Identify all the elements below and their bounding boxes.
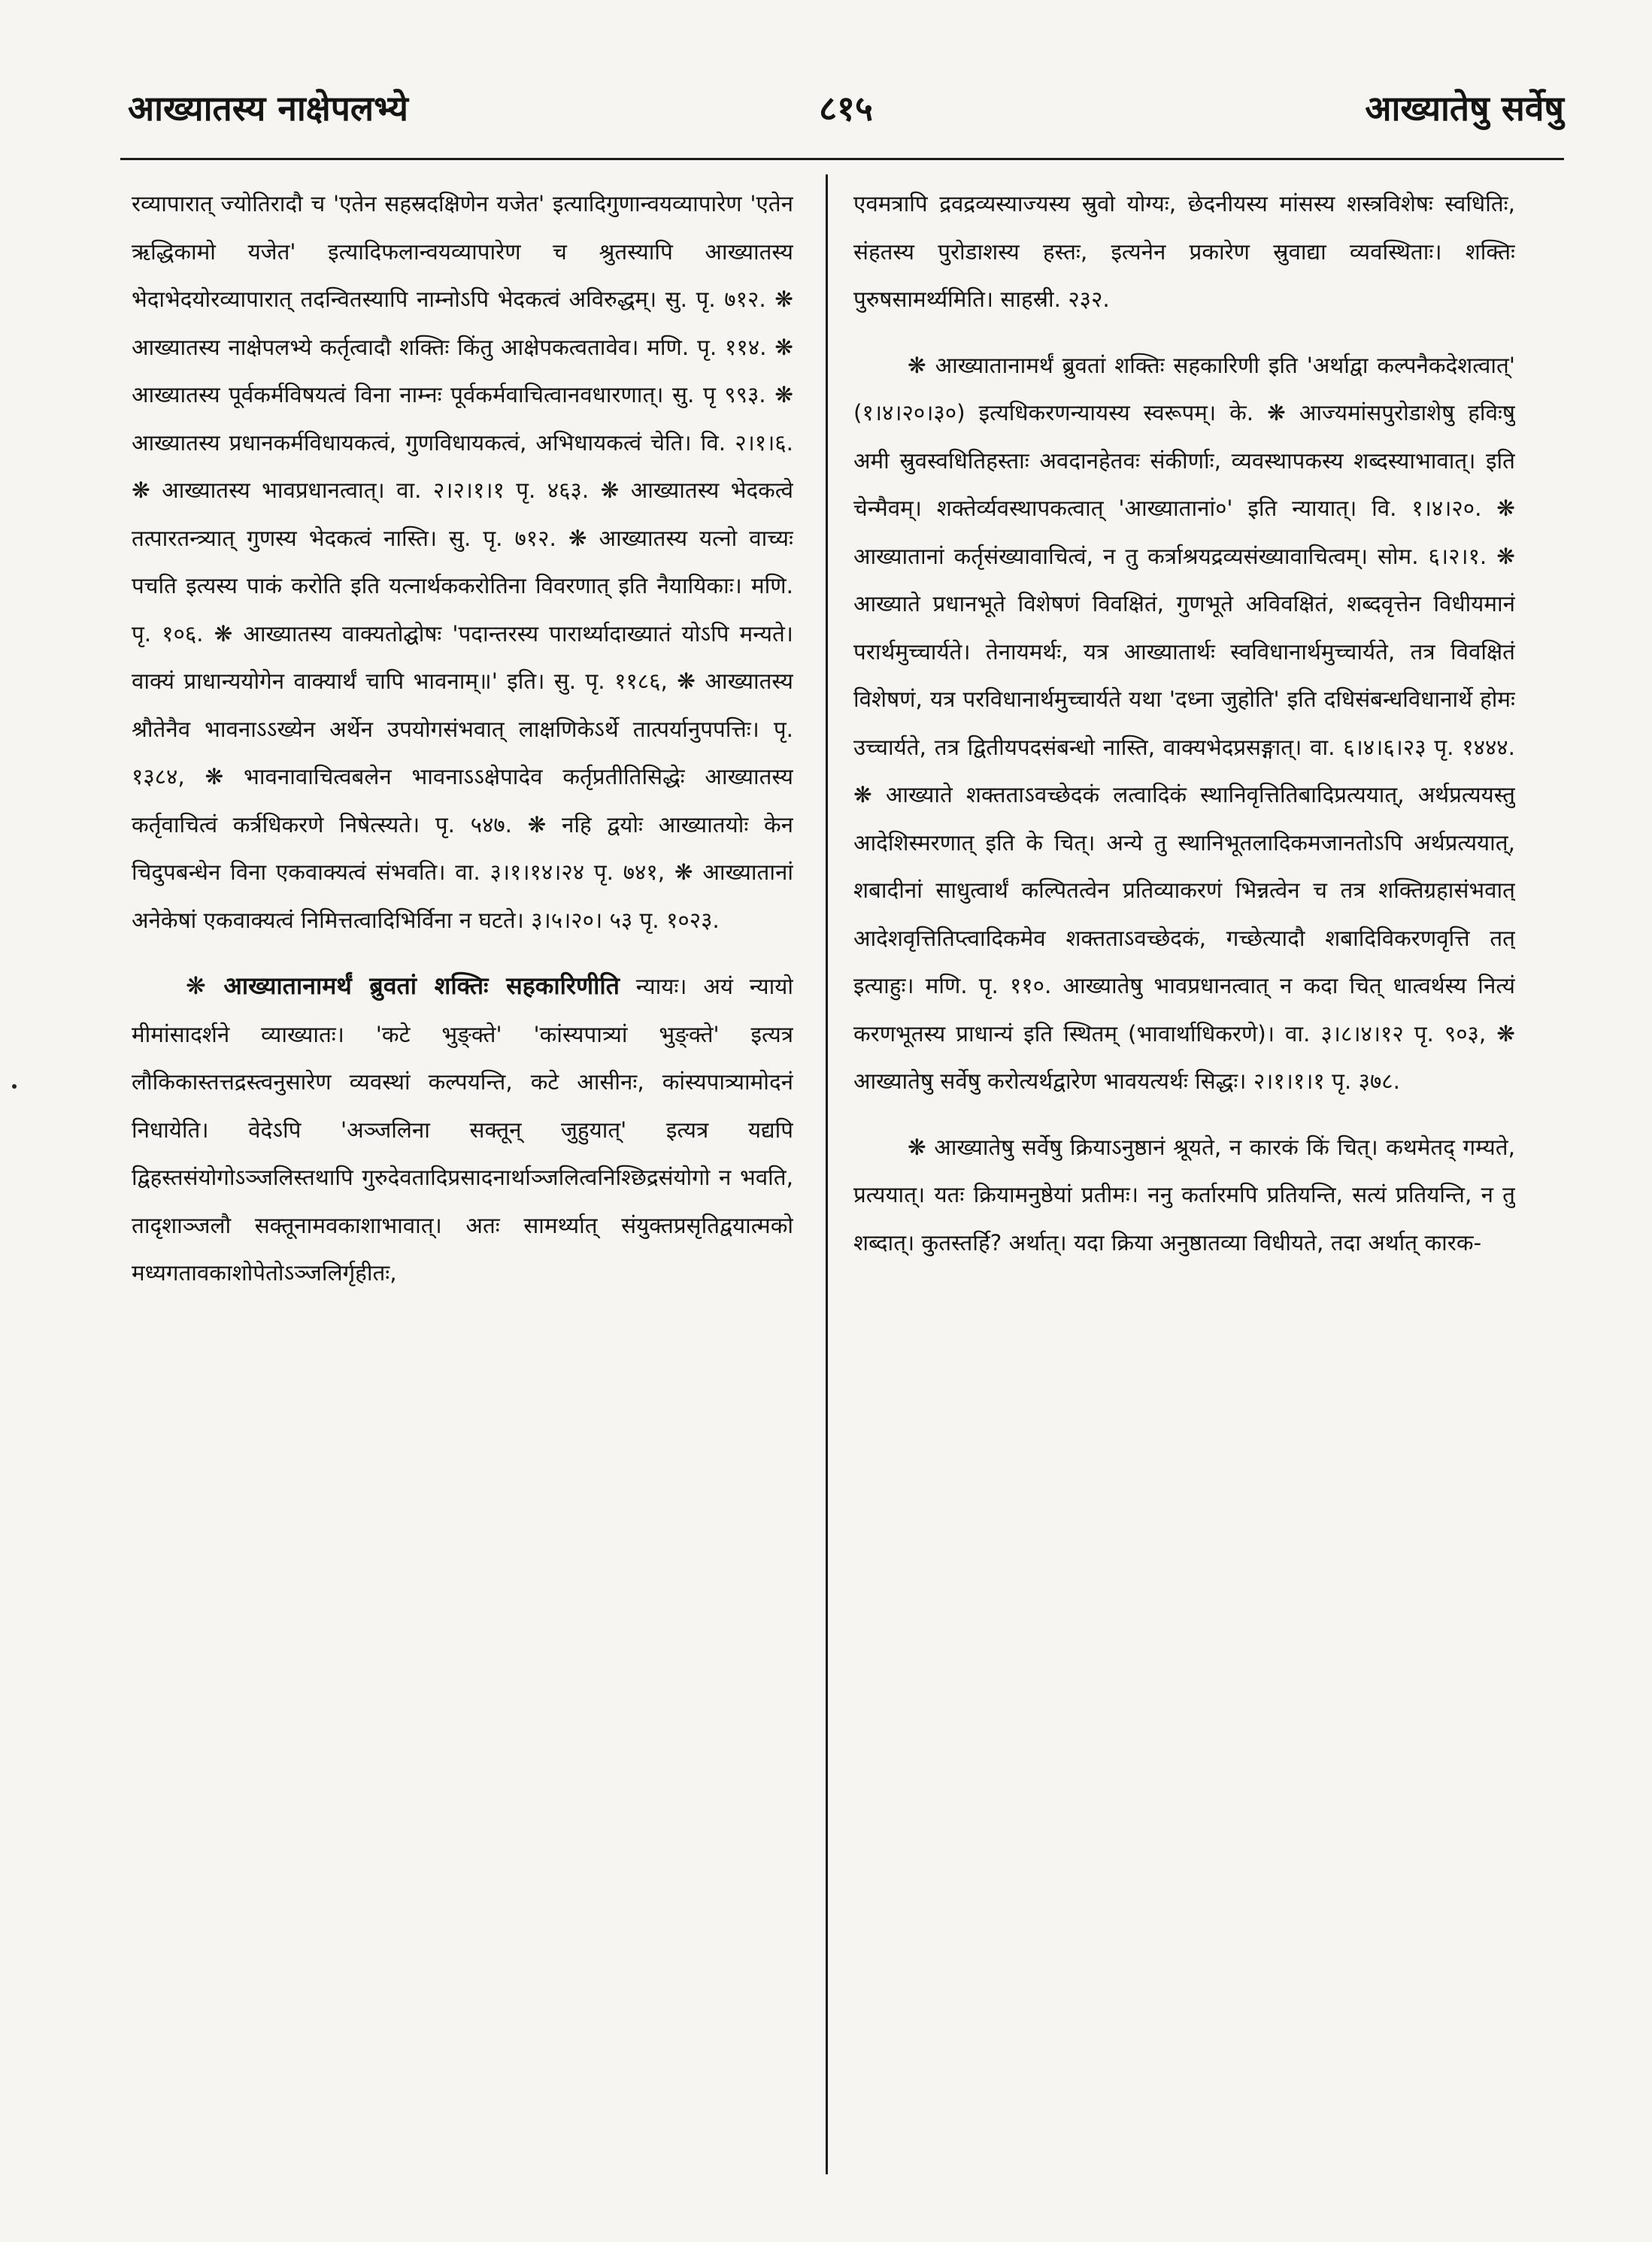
right-running-head: आख्यातेषु सर्वेषु xyxy=(1365,88,1564,129)
page-number: ८१५ xyxy=(819,88,873,129)
entry-body: न्यायः। अयं न्यायो मीमांसादर्शने व्याख्यातः। 'कटे भुङ्क्ते' 'कांस्यपात्र्यां भुङ्क्ते' इत्यत्र लौकिकास्तत्तद्रस्त्वनुसारेण व्यवस्थां कल्पयन्ति, कटे आसीनः, कांस्यपात्र्यामोदनं निधायेति। वेदेऽपि 'अञ्जलिना सक्तून् जुहुयात्' इत्यत्र यद्यपि द्विहस्तसंयोगोऽञ्जलिस्तथापि गुरुदेवतादिप्रसादनार्थाञ्जलित्वनिश्छिद्रसंयोगो न भवति, तादृशाञ्जलौ सक्तूनामवकाशाभावात्। अतः सामर्थ्यात् संयुक्तप्रसृतिद्वयात्मको मध्यगतावकाशोपेतोऽञ्जलिर्गृहीतः, xyxy=(132,974,793,1286)
column-divider xyxy=(826,174,828,2174)
header-rule xyxy=(120,158,1564,160)
page-header xyxy=(128,84,1564,144)
left-entry-nyaya xyxy=(132,962,793,1298)
margin-dot xyxy=(12,1084,17,1089)
entry-heading: ❋ आख्यातानामर्थं ब्रुवतां शक्तिः सहकारिणीति xyxy=(186,971,620,1000)
right-entry-akhyatanam: ❋ आख्यातानामर्थं ब्रुवतां शक्तिः सहकारिणी इति 'अर्थाद्वा कल्पनैकदेशत्वात्' (१।४।२०।३०) इत्यधिकरणन्यायस्य स्वरूपम्। के. ❋ आज्यमांसपुरोडाशेषु हविःषु अमी स्रुवस्वधितिहस्ताः अवदानहेतवः संकीर्णाः, व्यवस्थापकस्य शब्दस्याभावात्। इति चेन्मैवम्। शक्तेर्व्यवस्थापकत्वात् 'आख्यातानां०' इति न्यायात्। वि. १।४।२०. ❋ आख्यातानां कर्तृसंख्यावाचित्वं, न तु कर्त्राश्रयद्रव्यसंख्यावाचित्वम्। सोम. ६।२।१. ❋ आख्याते प्रधानभूते विशेषणं विवक्षितं, गुणभूते अविवक्षितं, शब्दवृत्तेन विधीयमानं परार्थमुच्चार्यते। तेनायमर्थः, यत्र आख्यातार्थः स्वविधानार्थमुच्चार्यते, तत्र विवक्षितं विशेषणं, यत्र परविधानार्थमुच्चार्यते यथा 'दध्ना जुहोति' इति दधिसंबन्धविधानार्थे होमः उच्चार्यते, तत्र द्वितीयपदसंबन्धो नास्ति, वाक्यभेदप्रसङ्गात्। वा. ६।४।६।२३ पृ. १४४४. ❋ आख्याते शक्तताऽवच्छेदकं लत्वादिकं स्थानिवृत्तितिबादिप्रत्ययात्, अर्थप्रत्ययस्तु आदेशिस्मरणात् इति के चित्। अन्ये तु स्थानिभूतलादिकमजानतोऽपि अर्थप्रत्ययात्, शबादीनां साधुत्वार्थं कल्पितत्वेन प्रतिव्याकरणं भिन्नत्वेन च तत्र शक्तिग्रहासंभवात् आदेशवृत्तितिप्त्वादिकमेव शक्तताऽवच्छेदकं, गच्छेत्यादौ शबादिविकरणवृत्ति तत् इत्याहुः। मणि. पृ. ११०. आख्यातेषु भावप्रधानत्वात् न कदा चित् धात्वर्थस्य नित्यं करणभूतस्य प्राधान्यं इति स्थितम् (भावार्थाधिकरणे)। वा. ३।८।४।१२ पृ. ९०३, ❋ आख्यातेषु सर्वेषु करोत्यर्थद्वारेण भावयत्यर्थः सिद्धः। २।१।१।१ पृ. ३७८. xyxy=(853,352,1515,1094)
left-column xyxy=(132,180,793,2165)
right-entry-akhyateshu: ❋ आख्यातेषु सर्वेषु क्रियाऽनुष्ठानं श्रूयते, न कारकं किं चित्। कथमेतद् गम्यते, प्रत्ययात्। यतः क्रियामनुष्ठेयां प्रतीमः। ननु कर्तारमपि प्रतियन्ति, सत्यं प्रतियन्ति, न तु शब्दात्। कुतस्तर्हि? अर्थात्। यदा क्रिया अनुष्ठातव्या विधीयते, तदा अर्थात् कारक- xyxy=(853,1134,1515,1256)
right-column xyxy=(853,180,1515,2165)
left-running-head: आख्यातस्य नाक्षेपलभ्ये xyxy=(128,88,408,129)
left-entry-continued: रव्यापारात् ज्योतिरादौ च 'एतेन सहस्रदक्षिणेन यजेत' इत्यादिगुणान्वयव्यापारेण 'एतेन ऋद्धिकामो यजेत' इत्यादिफलान्वयव्यापारेण च श्रुतस्यापि आख्यातस्य भेदाभेदयोरव्यापारात् तदन्वितस्यापि नाम्नोऽपि भेदकत्वं अविरुद्धम्। सु. पृ. ७१२. ❋ आख्यातस्य नाक्षेपलभ्ये कर्तृत्वादौ शक्तिः किंतु आक्षेपकत्वतावेव। मणि. पृ. ११४. ❋ आख्यातस्य पूर्वकर्मविषयत्वं विना नाम्नः पूर्वकर्मवाचित्वानवधारणात्। सु. पृ ९९३. ❋ आख्यातस्य प्रधानकर्मविधायकत्वं, गुणविधायकत्वं, अभिधायकत्वं चेति। वि. २।१।६. ❋ आख्यातस्य भावप्रधानत्वात्। वा. २।२।१।१ पृ. ४६३. ❋ आख्यातस्य भेदकत्वे तत्पारतन्त्र्यात् गुणस्य भेदकत्वं नास्ति। सु. पृ. ७१२. ❋ आख्यातस्य यत्नो वाच्यः पचति इत्यस्य पाकं करोति इति यत्नार्थककरोतिना विवरणात् इति नैयायिकाः। मणि. पृ. १०६. ❋ आख्यातस्य वाक्यतोद्घोषः 'पदान्तरस्य पारार्थ्यादाख्यातं योऽपि मन्यते। वाक्यं प्राधान्ययोगेन वाक्यार्थं चापि भावनाम्॥' इति। सु. पृ. ११८६, ❋ आख्यातस्य श्रौतेनैव भावनाऽऽख्येन अर्थेन उपयोगसंभवात् लाक्षणिकेऽर्थे तात्पर्यानुपपत्तिः। पृ. १३८४, ❋ भावनावाचित्वबलेन भावनाऽऽक्षेपादेव कर्तृप्रतीतिसिद्धेः आख्यातस्य कर्तृवाचित्वं कर्त्रधिकरणे निषेत्स्यते। पृ. ५४७. ❋ नहि द्वयोः आख्यातयोः केन चिदुपबन्धेन विना एकवाक्यत्वं संभवति। वा. ३।१।१४।२४ पृ. ७४१, ❋ आख्यातानां अनेकेषां एकवाक्यत्वं निमित्तत्वादिभिर्विना न घटते। ३।५।२०। ५३ पृ. १०२३. xyxy=(132,191,793,933)
right-entry-continued: एवमत्रापि द्रवद्रव्यस्याज्यस्य स्रुवो योग्यः, छेदनीयस्य मांसस्य शस्त्रविशेषः स्वधितिः, संहतस्य पुरोडाशस्य हस्तः, इत्यनेन प्रकारेण स्रुवाद्या व्यवस्थिताः। शक्तिः पुरुषसामर्थ्यमिति। साहस्री. २३२. xyxy=(853,191,1515,312)
